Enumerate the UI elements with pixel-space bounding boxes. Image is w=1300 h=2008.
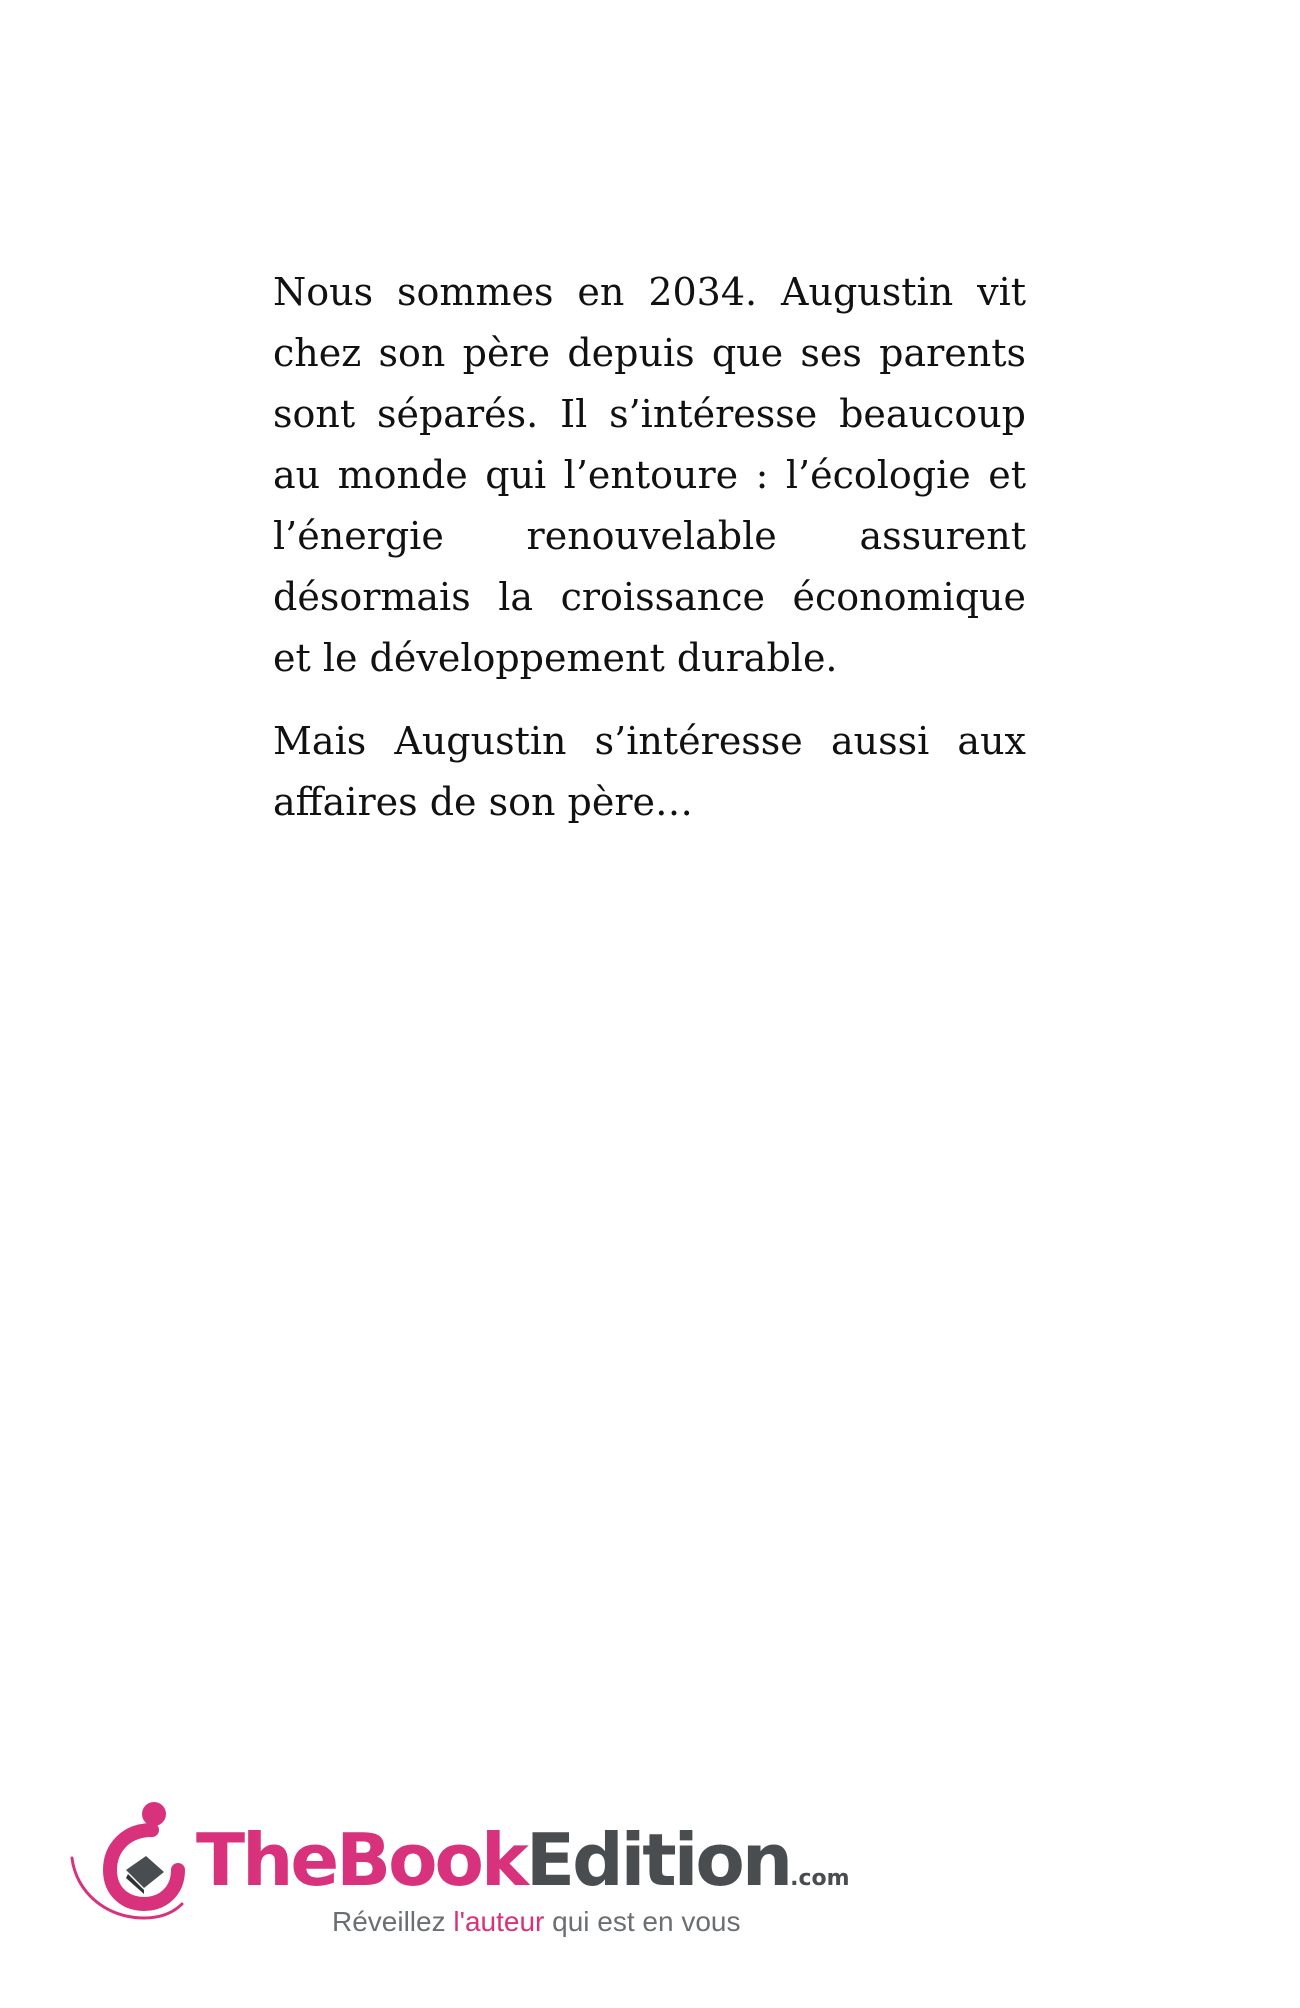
tagline-start: Réveillez [332,1906,454,1937]
blurb-paragraph-1: Nous sommes en 2034. Augustin vit chez son père depuis que ses parents sont séparés. Il s’intéresse beaucoup au monde qui l’entoure : l’écologie et l’énergie renouvelable assurent désormais la croissance économique et le développement durable. [273,270,1026,680]
tagline-end: qui est en vous [544,1906,741,1937]
tagline-accent: l'auteur [453,1906,545,1937]
logo-word-edition: Edition [525,1818,791,1902]
logo-suffix: .com [790,1866,850,1891]
publisher-logo [66,1800,866,1950]
person-book-icon [66,1800,196,1930]
logo-word-the: The [196,1818,337,1902]
logo-wordmark [196,1820,850,1919]
logo-tagline [332,1906,740,1938]
logo-word-book: Book [336,1818,526,1902]
back-cover-blurb [273,262,1026,855]
blurb-paragraph-2: Mais Augustin s’intéresse aussi aux affaires de son père… [273,719,1026,824]
